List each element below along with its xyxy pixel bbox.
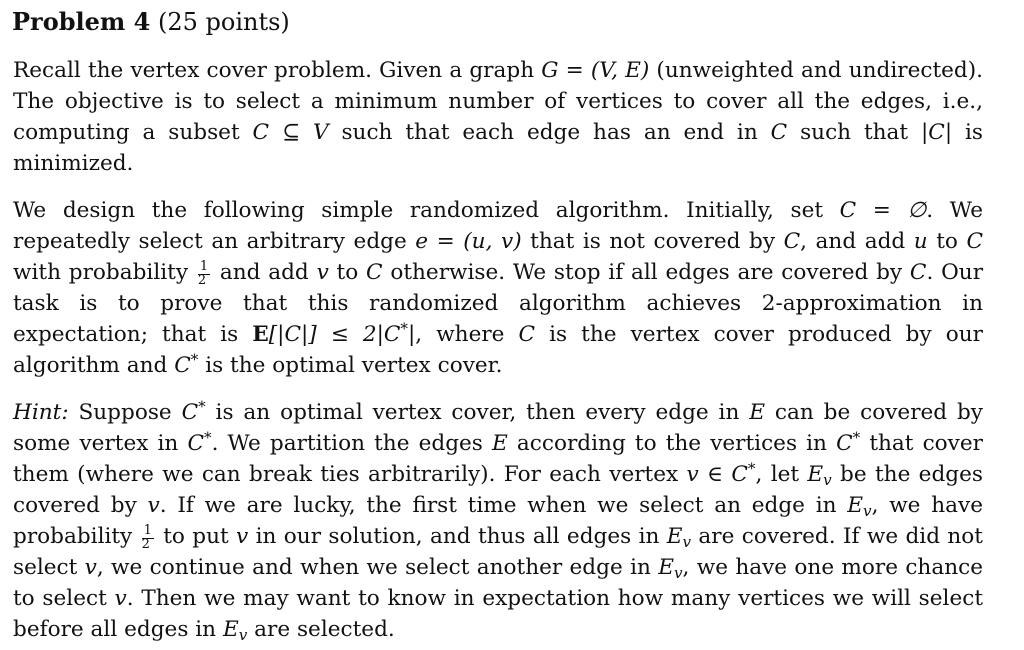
math-init: C = ∅	[839, 198, 927, 223]
text: (unweighted and undirected). The objective is to select a minimum number of vertices to cover all the edges, i.e., computing a subset	[13, 58, 984, 145]
math-c: C	[518, 322, 536, 348]
text: that is not covered by	[521, 229, 784, 254]
math-ev-sub: v	[682, 532, 692, 551]
text: Recall the vertex cover problem. Given a graph	[13, 58, 542, 83]
text: is the optimal vertex cover.	[198, 353, 503, 379]
text: to put	[155, 524, 237, 549]
text: . Then we may want to know in expectation how many vertices we will select before all edges in	[13, 586, 984, 643]
math-ev	[658, 555, 683, 583]
text: is the vertex cover produced by our algorithm and	[13, 322, 983, 379]
math-ev-sub: v	[823, 470, 832, 489]
math-graph: G = (V, E)	[541, 58, 650, 83]
math-v: v	[84, 555, 97, 581]
math-c: C	[181, 400, 199, 425]
text: with probability	[13, 260, 196, 285]
math-c: C	[966, 229, 983, 254]
text: such that	[787, 120, 922, 145]
math-ev-sub: v	[238, 626, 248, 645]
paragraph-hint	[13, 397, 983, 645]
math-v: v	[147, 493, 160, 518]
math-star: *	[204, 428, 212, 447]
math-ev	[222, 617, 248, 645]
math-c: C	[783, 229, 801, 254]
text: , where	[415, 322, 519, 348]
math-star: *	[747, 459, 756, 478]
paragraph-algorithm	[13, 195, 983, 381]
math-c: C	[909, 260, 927, 285]
math-v-in-c: v ∈ C	[686, 462, 748, 487]
math-c: C	[770, 120, 788, 145]
fraction-one-half	[142, 525, 154, 552]
text: Suppose	[68, 400, 182, 425]
fraction-denominator: 2	[197, 273, 207, 289]
text: and add	[212, 260, 317, 285]
text: in our solution, and thus all edges in	[248, 524, 667, 549]
math-c: C	[174, 353, 191, 379]
math-abs-c: |C|	[921, 120, 953, 145]
math-star: *	[198, 397, 206, 416]
problem-heading	[12, 6, 290, 38]
math-bar: |	[407, 322, 416, 348]
math-c: C	[187, 431, 204, 456]
text: according to the vertices in	[507, 431, 837, 456]
text: . Our task is to prove that this randomized algorithm achieves 2-approximation in expectation; that is	[13, 260, 984, 348]
paragraph-problem-statement	[13, 55, 983, 179]
fraction-numerator: 1	[143, 523, 152, 539]
math-e: E	[749, 400, 766, 425]
hint-label: Hint:	[13, 400, 69, 425]
math-ev-base: E	[222, 617, 239, 643]
problem-title: Problem 4	[12, 7, 151, 36]
text: be the edges covered by	[13, 462, 983, 518]
math-ev-base: E	[807, 462, 824, 487]
math-ev	[667, 524, 691, 549]
math-ev-sub: v	[863, 501, 872, 520]
math-ev-sub: v	[673, 564, 683, 583]
text: are selected.	[247, 617, 395, 643]
math-subset: C ⊆ V	[252, 120, 329, 145]
problem-points: (25 points)	[157, 8, 290, 36]
math-ev-base: E	[847, 493, 864, 518]
text: to	[328, 260, 367, 285]
math-edge: e = (u, v)	[415, 229, 522, 254]
fraction-one-half	[198, 261, 210, 288]
math-star: *	[190, 350, 199, 369]
math-v: v	[316, 260, 329, 285]
math-c: C	[836, 431, 853, 456]
math-ev-base: E	[666, 524, 683, 549]
math-ev-base: E	[658, 555, 674, 581]
math-u: u	[913, 229, 928, 254]
text: . We partition the edges	[211, 431, 493, 456]
math-v: v	[114, 586, 127, 612]
fraction-numerator: 1	[199, 259, 209, 275]
text: , let	[755, 462, 808, 487]
text: to	[927, 229, 967, 254]
text: . We repeatedly select an arbitrary edge	[13, 198, 983, 254]
text: , we have one more chance to select	[13, 555, 983, 612]
fraction-denominator: 2	[141, 537, 150, 553]
text: is an optimal vertex cover, then every edge in	[205, 400, 750, 425]
text: , we continue and when we select another edge in	[96, 555, 659, 581]
math-e: E	[492, 431, 508, 456]
text: , and add	[800, 229, 914, 254]
math-c: C	[366, 260, 383, 285]
text: . If we are lucky, the first time when we select an edge in	[159, 493, 848, 518]
text: can be covered by some vertex in	[13, 400, 984, 456]
math-bound: [|C|] ≤ 2|C	[268, 322, 401, 348]
text: We design the following simple randomized algorithm. Initially, set	[13, 198, 840, 223]
text: such that each edge has an end in	[328, 120, 771, 145]
math-expectation: E	[252, 322, 269, 348]
text: otherwise. We stop if all edges are covered by	[382, 260, 910, 285]
math-star: *	[400, 319, 408, 338]
math-ev	[807, 462, 831, 487]
text: is minimized.	[13, 120, 983, 176]
math-star: *	[852, 428, 861, 447]
text: , we have probability	[13, 493, 983, 549]
math-v: v	[236, 524, 249, 549]
text: are covered. If we did not select	[13, 524, 983, 581]
text: that cover them (where we can break ties arbitrarily). For each vertex	[13, 431, 983, 487]
math-ev	[847, 493, 871, 518]
